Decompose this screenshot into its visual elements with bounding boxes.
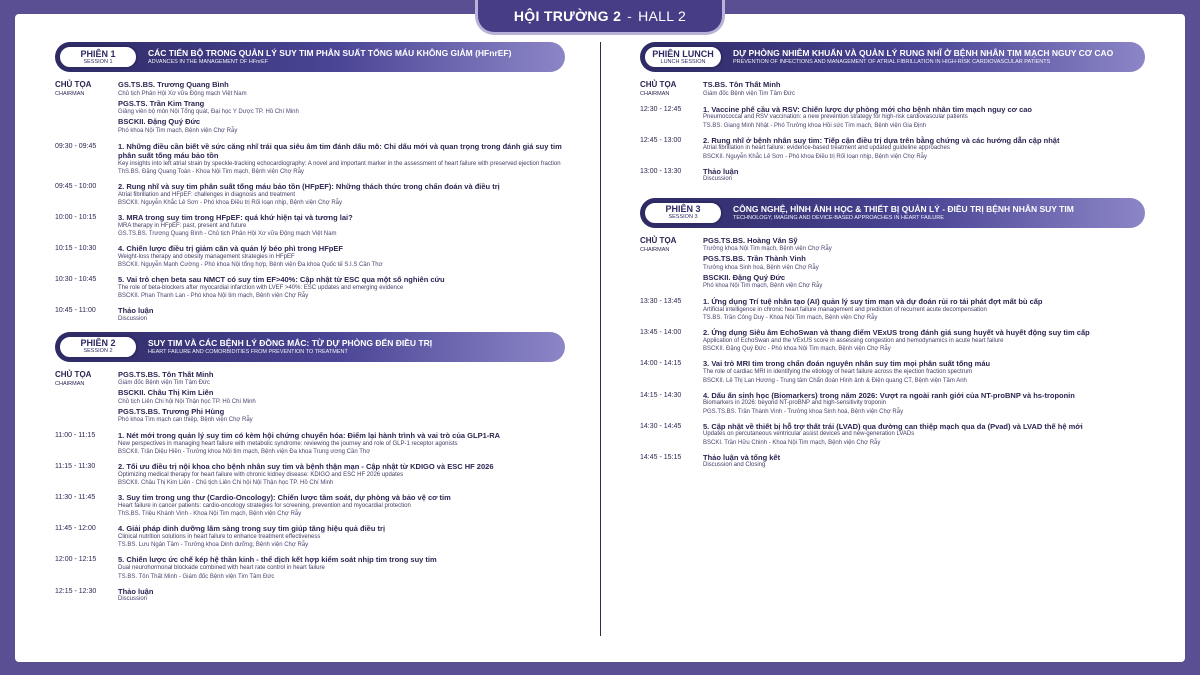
agenda-speaker: TS.BS. Giang Minh Nhật - Phó Trưởng khoa Hồi sức Tim mạch, Bệnh viện Gia Định: [703, 122, 927, 129]
session-header: [640, 198, 1145, 228]
agenda-title: 5. Cập nhật về thiết bị hỗ trợ thất trái (LVAD) qua đường can thiệp mạch qua da (Pvad) và LVAD thế hệ mới: [703, 421, 1083, 431]
agenda-body: [703, 105, 1145, 130]
session-label-en: LUNCH SESSION: [660, 58, 706, 65]
agenda-time: 11:30 - 11:45: [55, 494, 96, 502]
agenda-body: [118, 275, 565, 300]
chair-label-vi: CHỦ TỌA: [640, 80, 677, 89]
chair-label-en: CHAIRMAN: [55, 380, 85, 387]
agenda-time: 10:15 - 10:30: [55, 245, 97, 253]
right-column: [640, 42, 1145, 470]
chair-name: PGS.TS.BS. Trương Phi Hùng: [118, 406, 225, 416]
session-label: PHIÊN 3: [665, 204, 701, 215]
chair-label-vi: CHỦ TỌA: [640, 235, 677, 245]
chair-role: Trưởng khoa Sinh hoá, Bệnh viện Chợ Rẫy: [703, 264, 819, 271]
agenda-title-en: Heart failure in cancer patients: cardio-oncology strategies for screening, prevention and myocardial protection: [118, 502, 411, 509]
agenda-title: 2. Ứng dụng Siêu âm EchoSwan và thang điểm VExUS trong đánh giá sung huyết và huyết động suy tim cấp: [703, 328, 1090, 338]
agenda-title-en: Discussion: [118, 315, 148, 322]
agenda-title-en: Biomarkers in 2026: beyond NT-proBNP and high-sensitivity troponin: [703, 400, 886, 407]
agenda-time: 14:00 - 14:15: [640, 360, 682, 368]
agenda-time: 14:30 - 14:45: [640, 422, 682, 430]
chair-role: Phó khoa Nội Tim mạch, Bệnh viện Chợ Rẫy: [703, 283, 823, 290]
agenda-item: [640, 167, 1145, 184]
chair-label-en: CHAIRMAN: [55, 91, 85, 97]
agenda-title-en: New perspectives in managing heart failure with metabolic syndrome: reviewing the journey and role of GLP-1 receptor agonists: [118, 440, 458, 447]
session-title: DỰ PHÒNG NHIỄM KHUẨN VÀ QUẢN LÝ RUNG NHĨ Ở BỆNH NHÂN TIM MẠCH NGUY CƠ CAO: [733, 48, 1114, 58]
agenda-time: 10:30 - 10:45: [55, 276, 97, 284]
agenda-title: 2. Rung nhĩ và suy tim phân suất tống máu bảo tồn (HFpEF): Những thách thức trong chẩn đoán và điều trị: [118, 182, 500, 192]
session-label-en: SESSION 3: [668, 214, 698, 221]
agenda-title-en: Atrial fibrillation in heart failure: evidence-based treatment and updated guideline approaches: [703, 145, 950, 152]
agenda-item: [55, 462, 565, 487]
chair-role: Chủ tịch Phân Hội Xơ vữa Động mạch Việt Nam: [118, 90, 247, 97]
agenda-title: 4. Chiến lược điều trị giảm cân và quản lý béo phì trong HFpEF: [118, 244, 343, 254]
chair-name: BSCKII. Châu Thị Kim Liên: [118, 388, 214, 398]
agenda-speaker: BSCKII. Châu Thị Kim Liên - Chủ tịch Liên Chi hội Nội Thận học TP. Hồ Chí Minh: [118, 480, 334, 487]
agenda-speaker: BSCKII. Nguyễn Mạnh Cường - Phó khoa Nội tổng hợp, Bệnh viện Đa khoa Quốc tế S.I.S Cần Thơ: [118, 262, 383, 269]
agenda-time: 12:45 - 13:00: [640, 136, 682, 144]
agenda-body: [703, 297, 1145, 322]
agenda-title-en: Clinical nutrition solutions in heart failure to enhance treatment effectiveness: [118, 533, 321, 540]
agenda-title-en: Key insights into left atrial strain by speckle-tracking echocardiography: A novel and important marker in the assessment of heart failure with preserved ejection fraction: [118, 160, 561, 167]
chair-name: GS.TS.BS. Trương Quang Bình: [118, 80, 229, 89]
agenda-item: [55, 275, 565, 300]
session-label-pill: [58, 335, 138, 359]
agenda-title: Thảo luận: [118, 586, 154, 596]
agenda-time: 09:45 - 10:00: [55, 183, 97, 191]
agenda-item: [55, 142, 565, 177]
agenda-title: Thảo luận và tổng kết: [703, 452, 781, 462]
agenda-time: 11:45 - 12:00: [55, 525, 96, 533]
agenda-time: 12:00 - 12:15: [55, 556, 97, 564]
agenda-time: 13:45 - 14:00: [640, 329, 682, 337]
chair-label: [55, 370, 118, 426]
chair-block: [640, 80, 1145, 99]
session-titles: [148, 338, 432, 356]
agenda-item: [55, 555, 565, 580]
chair-name: TS.BS. Tôn Thất Minh: [703, 80, 781, 89]
agenda-speaker: TS.BS. Tôn Thất Minh - Giám đốc Bệnh viện Tim Tâm Đức: [118, 573, 275, 580]
agenda-speaker: TS.BS. Lưu Ngân Tâm - Trưởng khoa Dinh dưỡng, Bệnh viện Chợ Rẫy: [118, 542, 309, 549]
chair-list: [703, 236, 1145, 292]
chair-role: Phó khoa Nội Tim mạch, Bệnh viện Chợ Rẫy: [118, 127, 238, 134]
chair-list: [118, 370, 565, 426]
agenda-item: [55, 244, 565, 269]
session-block: [55, 42, 565, 324]
session-label-pill: [643, 45, 723, 69]
chair-name: PGS.TS.BS. Tôn Thất Minh: [118, 369, 214, 379]
agenda-item: [55, 587, 565, 604]
agenda-body: [703, 453, 1145, 470]
hall-title-en: HALL 2: [638, 8, 687, 24]
agenda-item: [640, 297, 1145, 322]
session-header: [55, 332, 565, 362]
agenda-title-en: Application of EchoSwan and the VExUS score in assessing congestion and hemodynamics in acute heart failure: [703, 337, 1004, 344]
agenda-time: 14:45 - 15:15: [640, 453, 682, 461]
agenda-time: 12:15 - 12:30: [55, 587, 97, 595]
agenda-title: Thảo luận: [118, 306, 154, 316]
hall-title-separator: -: [627, 8, 633, 24]
chair-name: PGS.TS. Trần Kim Trang: [118, 98, 205, 108]
session-title: SUY TIM VÀ CÁC BỆNH LÝ ĐỒNG MẮC: TỪ DỰ PHÒNG ĐẾN ĐIỀU TRỊ: [148, 337, 433, 348]
agenda-item: [55, 213, 565, 238]
session-label-en: SESSION 1: [83, 58, 113, 65]
hall-title-vi: HỘI TRƯỜNG 2: [513, 8, 622, 24]
chair-list: [118, 80, 565, 136]
agenda-time: 14:15 - 14:30: [640, 391, 682, 399]
agenda-title: 4. Giải pháp dinh dưỡng lâm sàng trong suy tim giúp tăng hiệu quả điều trị: [118, 524, 386, 534]
agenda-title: 1. Ứng dụng Trí tuệ nhân tạo (AI) quản lý suy tim mạn và dự đoán rủi ro tái phát đợt mất bù cấp: [703, 297, 1043, 307]
session-title-en: ADVANCES IN THE MANAGEMENT OF HFnrEF: [148, 59, 269, 65]
agenda-item: [55, 493, 565, 518]
session-label: PHIÊN LUNCH: [652, 48, 714, 59]
agenda-time: 10:00 - 10:15: [55, 214, 97, 222]
agenda-title-en: Discussion and Closing: [703, 462, 766, 469]
chair-block: [55, 370, 565, 426]
agenda-speaker: ThS.BS. Triệu Khánh Vinh - Khoa Nội Tim mạch, Bệnh viện Chợ Rẫy: [118, 511, 302, 518]
column-divider: [600, 42, 601, 636]
agenda-body: [703, 391, 1145, 416]
chair-role: Giám đốc Bệnh viện Tim Tâm Đức: [703, 90, 795, 97]
chair-label-en: CHAIRMAN: [640, 91, 670, 97]
agenda-title: 3. Suy tim trong ung thư (Cardio-Oncology): Chiến lược tầm soát, dự phòng và bảo vệ cơ tim: [118, 493, 451, 503]
chair-role: Giảng viên bộ môn Nội Tổng quát, Đại học Y Dược TP. Hồ Chí Minh: [118, 109, 299, 115]
agenda-speaker: BSCKII. Nguyễn Khắc Lê Sơn - Phó khoa Điều trị Rối loạn nhịp, Bệnh viện Chợ Rẫy: [118, 200, 342, 207]
session-titles: [733, 48, 1113, 66]
session-block: [640, 198, 1145, 470]
agenda-title: Thảo luận: [703, 166, 739, 176]
chair-block: [640, 236, 1145, 292]
agenda-body: [118, 142, 565, 177]
agenda-item: [640, 453, 1145, 470]
agenda-time: 09:30 - 09:45: [55, 142, 97, 150]
agenda-body: [118, 587, 565, 604]
agenda-body: [703, 422, 1145, 447]
chair-name: PGS.TS.BS. Trần Thành Vinh: [703, 254, 806, 264]
agenda-item: [55, 306, 565, 323]
chair-role: Giám đốc Bệnh viện Tim Tâm Đức: [118, 380, 210, 387]
session-header: [55, 42, 565, 72]
agenda-body: [118, 182, 565, 207]
agenda-speaker: BSCKII. Trần Diệu Hiền - Trưởng khoa Nội tim mạch, Bệnh viện Đa khoa Trung ương Cần Thơ: [118, 449, 371, 456]
chair-role: Trưởng khoa Nội Tim mạch, Bệnh viện Chợ Rẫy: [703, 246, 832, 253]
agenda-title: 2. Tối ưu điều trị nội khoa cho bệnh nhân suy tim và bệnh thận mạn - Cập nhật từ KDIGO và ESC HF 2026: [118, 462, 494, 472]
agenda-title: 3. MRA trong suy tim trong HFpEF: quá khứ hiện tại và tương lai?: [118, 213, 353, 223]
agenda-title-en: Weight-loss therapy and obesity management strategies in HFpEF: [118, 253, 295, 260]
agenda-title: 1. Nét mới trong quản lý suy tim có kèm hội chứng chuyển hóa: Điểm lại hành trình và vai trò của GLP1-RA: [118, 431, 501, 441]
agenda-body: [118, 555, 565, 580]
chair-label: [55, 80, 118, 136]
session-titles: [148, 48, 511, 66]
chair-name: BSCKII. Đặng Quý Đức: [118, 117, 201, 126]
agenda-item: [640, 105, 1145, 130]
session-label-en: SESSION 2: [83, 348, 113, 355]
agenda-time: 11:15 - 11:30: [55, 463, 96, 471]
chair-list: [703, 80, 1145, 99]
chair-name: PGS.TS.BS. Hoàng Văn Sỹ: [703, 235, 798, 245]
agenda-body: [118, 244, 565, 269]
agenda-speaker: ThS.BS. Đặng Quang Toàn - Khoa Nội Tim mạch, Bệnh viện Chợ Rẫy: [118, 169, 304, 176]
session-label: PHIÊN 1: [80, 48, 116, 59]
hall-banner: [478, 0, 722, 32]
agenda-title: 3. Vai trò MRI tim trong chẩn đoán nguyên nhân suy tim mọi phân suất tống máu: [703, 359, 991, 369]
agenda-body: [118, 213, 565, 238]
agenda-time: 12:30 - 12:45: [640, 105, 682, 113]
agenda-time: 13:30 - 13:45: [640, 298, 682, 306]
agenda-title-en: MRA therapy in HFpEF: past, present and future: [118, 222, 247, 229]
agenda-item: [55, 431, 565, 456]
agenda-title: 1. Những điều cần biết về sức căng nhĩ trái qua siêu âm tim đánh dấu mô: Chỉ dấu mới và quan trọng trong đánh giá suy tim phân suất tống máu bảo tồn: [118, 141, 562, 160]
agenda-title: 2. Rung nhĩ ở bệnh nhân suy tim: Tiếp cận điều trị dựa trên bằng chứng và các hướng dẫn cập nhật: [703, 135, 1060, 145]
agenda-speaker: GS.TS.BS. Trương Quang Bình - Chủ tịch Phân Hội Xơ vữa Động mạch Việt Nam: [118, 231, 337, 238]
agenda-item: [640, 359, 1145, 384]
agenda-body: [703, 359, 1145, 384]
agenda-speaker: TS.BS. Trần Công Duy - Khoa Nội Tim mạch, Bệnh viện Chợ Rẫy: [703, 315, 878, 322]
agenda-title: 5. Vai trò chẹn beta sau NMCT có suy tim EF>40%: Cập nhật từ ESC qua một số nghiên cứu: [118, 275, 445, 285]
chair-role: Chủ tịch Liên Chi hội Nội Thận học TP. Hồ Chí Minh: [118, 398, 256, 405]
session-title-en: HEART FAILURE AND COMORBIDITIES FROM PREVENTION TO TREATMENT: [148, 348, 348, 355]
agenda-title-en: Pneumococcal and RSV vaccination: a new prevention strategy for high-risk cardiovascular patients: [703, 114, 968, 120]
agenda-item: [640, 328, 1145, 353]
session-block: [55, 332, 565, 604]
session-title-en: PREVENTION OF INFECTIONS AND MANAGEMENT OF ATRIAL FIBRILLATION IN HIGH-RISK CARDIOVASCULAR PATIENTS: [733, 59, 1051, 65]
agenda-title: 4. Dấu ấn sinh học (Biomarkers) trong năm 2026: Vượt ra ngoài ranh giới của NT-proBNP và hs-troponin: [703, 390, 1075, 400]
agenda-body: [703, 167, 1145, 184]
agenda-body: [118, 493, 565, 518]
agenda-title-en: Atrial fibrillation and HFpEF: challenges in diagnosis and treatment: [118, 191, 296, 198]
session-title: CÁC TIẾN BỘ TRONG QUẢN LÝ SUY TIM PHÂN SUẤT TỐNG MÁU KHÔNG GIẢM (HFnrEF): [148, 48, 512, 58]
agenda-speaker: PGS.TS.BS. Trần Thành Vinh - Trưởng khoa Sinh hoá, Bệnh viện Chợ Rẫy: [703, 408, 904, 415]
session-block: [640, 42, 1145, 184]
agenda-item: [640, 391, 1145, 416]
agenda-title-en: The role of cardiac MRI in identifying the etiology of heart failure across the ejection fraction spectrum: [703, 368, 973, 375]
agenda-speaker: BSCKII. Lê Thị Lan Hương - Trung tâm Chẩn đoán Hình ảnh & Điện quang CT, Bệnh viện Tâm Anh: [703, 377, 967, 384]
agenda-title-en: Optimizing medical therapy for heart failure with chronic kidney disease: KDIGO and ESC HF 2026 updates: [118, 471, 404, 478]
left-column: [55, 42, 565, 604]
agenda-item: [55, 524, 565, 549]
agenda-title: 5. Chiến lược ức chế kép hệ thần kinh - thể dịch kết hợp kiểm soát nhịp tim trong suy tim: [118, 555, 437, 565]
agenda-speaker: BSCKII. Phan Thanh Lan - Phó khoa Nội tim mạch, Bệnh viện Chợ Rẫy: [118, 293, 309, 300]
agenda-speaker: BSCKII. Nguyễn Khắc Lê Sơn - Phó khoa Điều trị Rối loạn nhịp, Bệnh viện Chợ Rẫy: [703, 153, 927, 160]
chair-label: [640, 236, 703, 292]
agenda-time: 11:00 - 11:15: [55, 432, 96, 440]
agenda-title-en: Discussion: [118, 596, 148, 603]
agenda-body: [703, 136, 1145, 161]
agenda-time: 10:45 - 11:00: [55, 307, 96, 315]
session-header: [640, 42, 1145, 72]
chair-label-vi: CHỦ TỌA: [55, 369, 92, 379]
agenda-title-en: The role of beta-blockers after myocardial infarction with LVEF >40%: ESC updates and emerging evidence: [118, 284, 404, 291]
chair-role: Phó khoa Tim mạch can thiệp, Bệnh viện Chợ Rẫy: [118, 417, 253, 424]
agenda-speaker: BSCKII. Đặng Quý Đức - Phó khoa Nội Tim mạch, Bệnh viện Chợ Rẫy: [703, 346, 891, 353]
agenda-speaker: BSCKI. Trần Hữu Chinh - Khoa Nội Tim mạch, Bệnh viện Chợ Rẫy: [703, 439, 881, 446]
agenda-body: [118, 462, 565, 487]
agenda-title-en: Discussion: [703, 176, 733, 183]
agenda-body: [118, 431, 565, 456]
agenda-item: [640, 136, 1145, 161]
agenda-body: [118, 306, 565, 323]
chair-label-en: CHAIRMAN: [640, 246, 670, 253]
session-titles: [733, 204, 1074, 222]
chair-block: [55, 80, 565, 136]
agenda-body: [703, 328, 1145, 353]
session-label-pill: [643, 201, 723, 225]
agenda-title-en: Dual neurohormonal blockade combined with heart rate control in heart failure: [118, 564, 325, 571]
session-label: PHIÊN 2: [80, 338, 116, 349]
agenda-title-en: Artificial intelligence in chronic heart failure management and prediction of recurrent acute decompensation: [703, 306, 987, 313]
agenda-item: [640, 422, 1145, 447]
agenda-title-en: Updates on percutaneous ventricular assist devices and new-generation LVADs: [703, 431, 915, 438]
agenda-item: [55, 182, 565, 207]
session-title: CÔNG NGHỆ, HÌNH ẢNH HỌC & THIẾT BỊ QUẢN LÝ - ĐIỀU TRỊ BỆNH NHÂN SUY TIM: [733, 203, 1074, 214]
agenda-body: [118, 524, 565, 549]
agenda-title: 1. Vaccine phế cầu và RSV: Chiến lược dự phòng mới cho bệnh nhân tim mạch nguy cơ cao: [703, 104, 1033, 114]
session-title-en: TECHNOLOGY, IMAGING AND DEVICE-BASED APPROACHES IN HEART FAILURE: [733, 214, 944, 221]
chair-label: [640, 80, 703, 99]
agenda-time: 13:00 - 13:30: [640, 167, 682, 175]
chair-label-vi: CHỦ TỌA: [55, 80, 92, 89]
session-label-pill: [58, 45, 138, 69]
chair-name: BSCKII. Đặng Quý Đức: [703, 272, 786, 282]
